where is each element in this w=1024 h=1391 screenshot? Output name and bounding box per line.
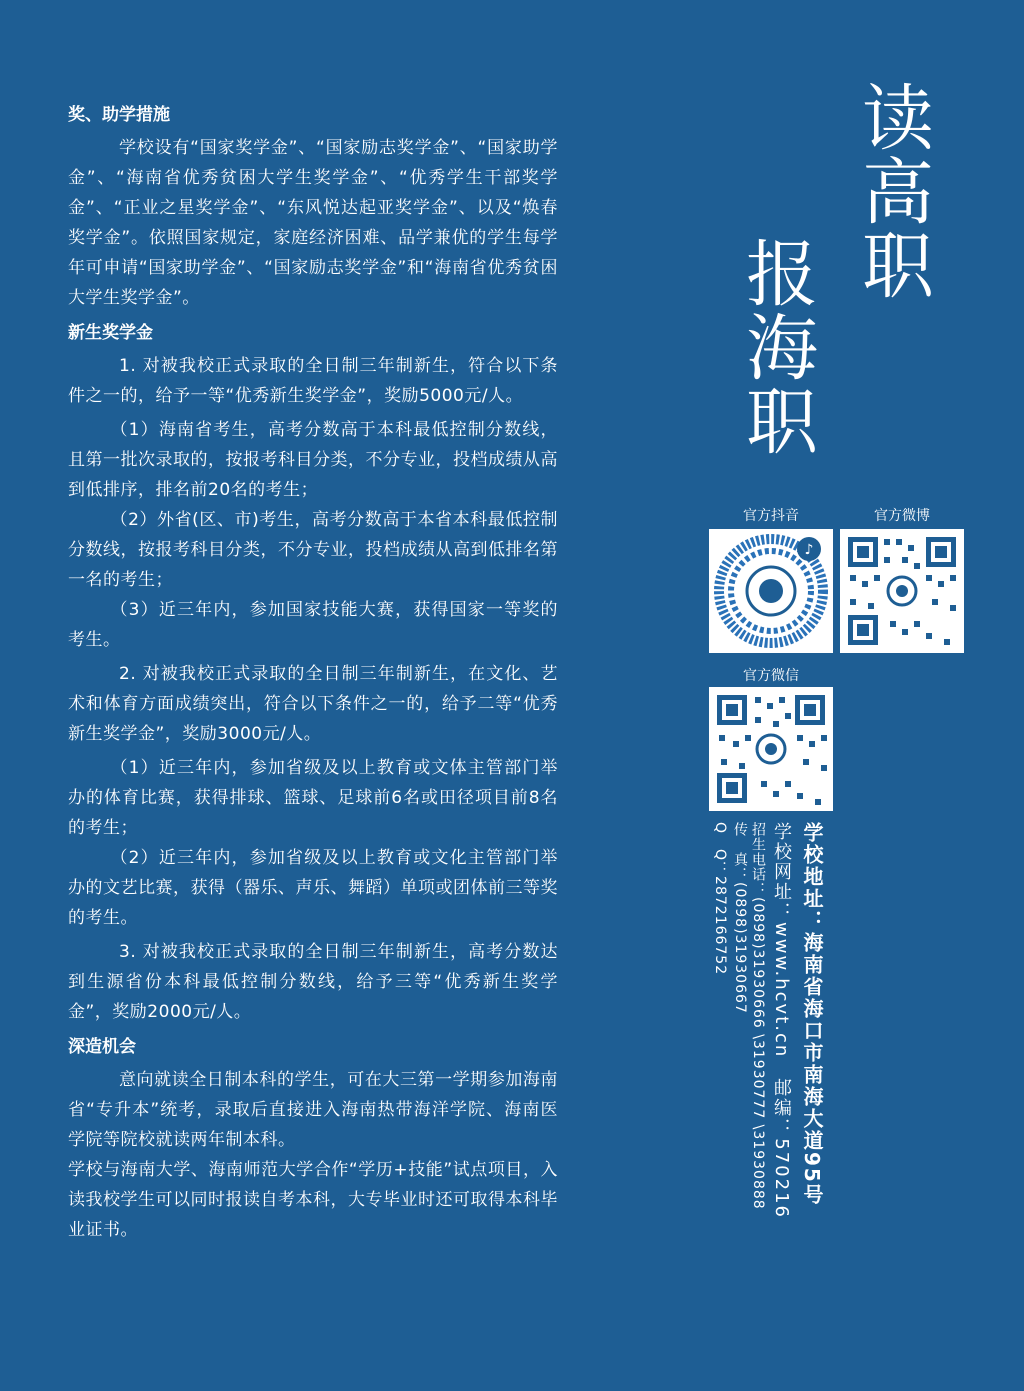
douyin-qr-code[interactable] <box>709 529 833 653</box>
douyin-qr-icon <box>709 529 833 653</box>
freshman-paragraph-2b: （2）近三年内，参加省级及以上教育或文化主管部门举办的文艺比赛，获得（器乐、声乐、舞蹈）单项或团体前三等奖的考生。 <box>68 848 558 928</box>
further-study-paragraph-1: 意向就读全日制本科的学生，可在大三第一学期参加海南省“专升本”统考，录取后直接进入海南热带海洋学院、海南医学院等院校就读两年制本科。 <box>68 1070 558 1150</box>
weixin-qr-code[interactable] <box>709 687 833 811</box>
section-heading-awards: 奖、助学措施 <box>68 105 170 125</box>
main-text-column <box>68 103 558 1245</box>
weibo-qr-icon <box>840 529 964 653</box>
awards-paragraph: 学校设有“国家奖学金”、“国家励志奖学金”、“国家助学金”、“海南省优秀贫困大学生奖学金”、“优秀学生干部奖学金”、“正业之星奖学金”、“东风悦达起亚奖学金”、以及“焕春奖学金”。依照国家规定，家庭经济困难、品学兼优的学生每学年可申请“国家助学金”、“国家励志奖学金”和“海南省优秀贫困大学生奖学金”。 <box>68 138 558 308</box>
slogan-line-2: 报海职 <box>734 236 818 458</box>
section-heading-freshman: 新生奖学金 <box>68 323 153 343</box>
qq-number: Q Q：2872166752 <box>712 822 728 976</box>
weixin-qr-icon <box>709 687 833 811</box>
freshman-paragraph-1b: （2）外省(区、市)考生，高考分数高于本省本科最低控制分数线，按报考科目分类，不分专业，投档成绩从高到低排名第一名的考生； <box>68 510 558 590</box>
school-address: 学校地址：海南省海口市南海大道95号 <box>800 822 824 1206</box>
section-heading-further-study: 深造机会 <box>68 1037 136 1057</box>
further-study-paragraph-2: 学校与海南大学、海南师范大学合作“学历+技能”试点项目，入读我校学生可以同时报读自考本科，大专毕业时还可取得本科毕业证书。 <box>68 1160 558 1240</box>
freshman-paragraph-2a: （1）近三年内，参加省级及以上教育或文体主管部门举办的体育比赛，获得排球、篮球、足球前6名或田径项目前8名的考生； <box>68 758 558 838</box>
slogan-line-1: 读高职 <box>850 80 934 302</box>
freshman-paragraph-1: 1. 对被我校正式录取的全日制三年制新生，符合以下条件之一的，给予一等“优秀新生奖学金”，奖励5000元/人。 <box>68 356 558 406</box>
weibo-qr-code[interactable] <box>840 529 964 653</box>
svg-text:♪: ♪ <box>804 542 814 558</box>
douyin-label: 官方抖音 <box>743 508 799 524</box>
freshman-paragraph-3: 3. 对被我校正式录取的全日制三年制新生，高考分数达到生源省份本科最低控制分数线，给予三等“优秀新生奖学金”，奖励2000元/人。 <box>68 942 558 1022</box>
weixin-label: 官方微信 <box>743 668 799 684</box>
school-website: 学校网址：www.hcvt.cn 邮编：570216 <box>771 822 792 1219</box>
freshman-paragraph-1a: （1）海南省考生，高考分数高于本科最低控制分数线，且第一批次录取的，按报考科目分类，不分专业，投档成绩从高到低排序，排名前20名的考生； <box>68 420 558 500</box>
freshman-paragraph-1c: （3）近三年内，参加国家技能大赛，获得国家一等奖的考生。 <box>68 600 558 650</box>
weibo-label: 官方微博 <box>874 508 930 524</box>
fax-number: 传 真：(0898)31930667 <box>732 822 748 1014</box>
admission-phone: 招生电话：(0898)31930666 \31930777 \31930888 <box>750 822 766 1210</box>
freshman-paragraph-2: 2. 对被我校正式录取的全日制三年制新生，在文化、艺术和体育方面成绩突出，符合以下条件之一的，给予二等“优秀新生奖学金”，奖励3000元/人。 <box>68 664 558 744</box>
